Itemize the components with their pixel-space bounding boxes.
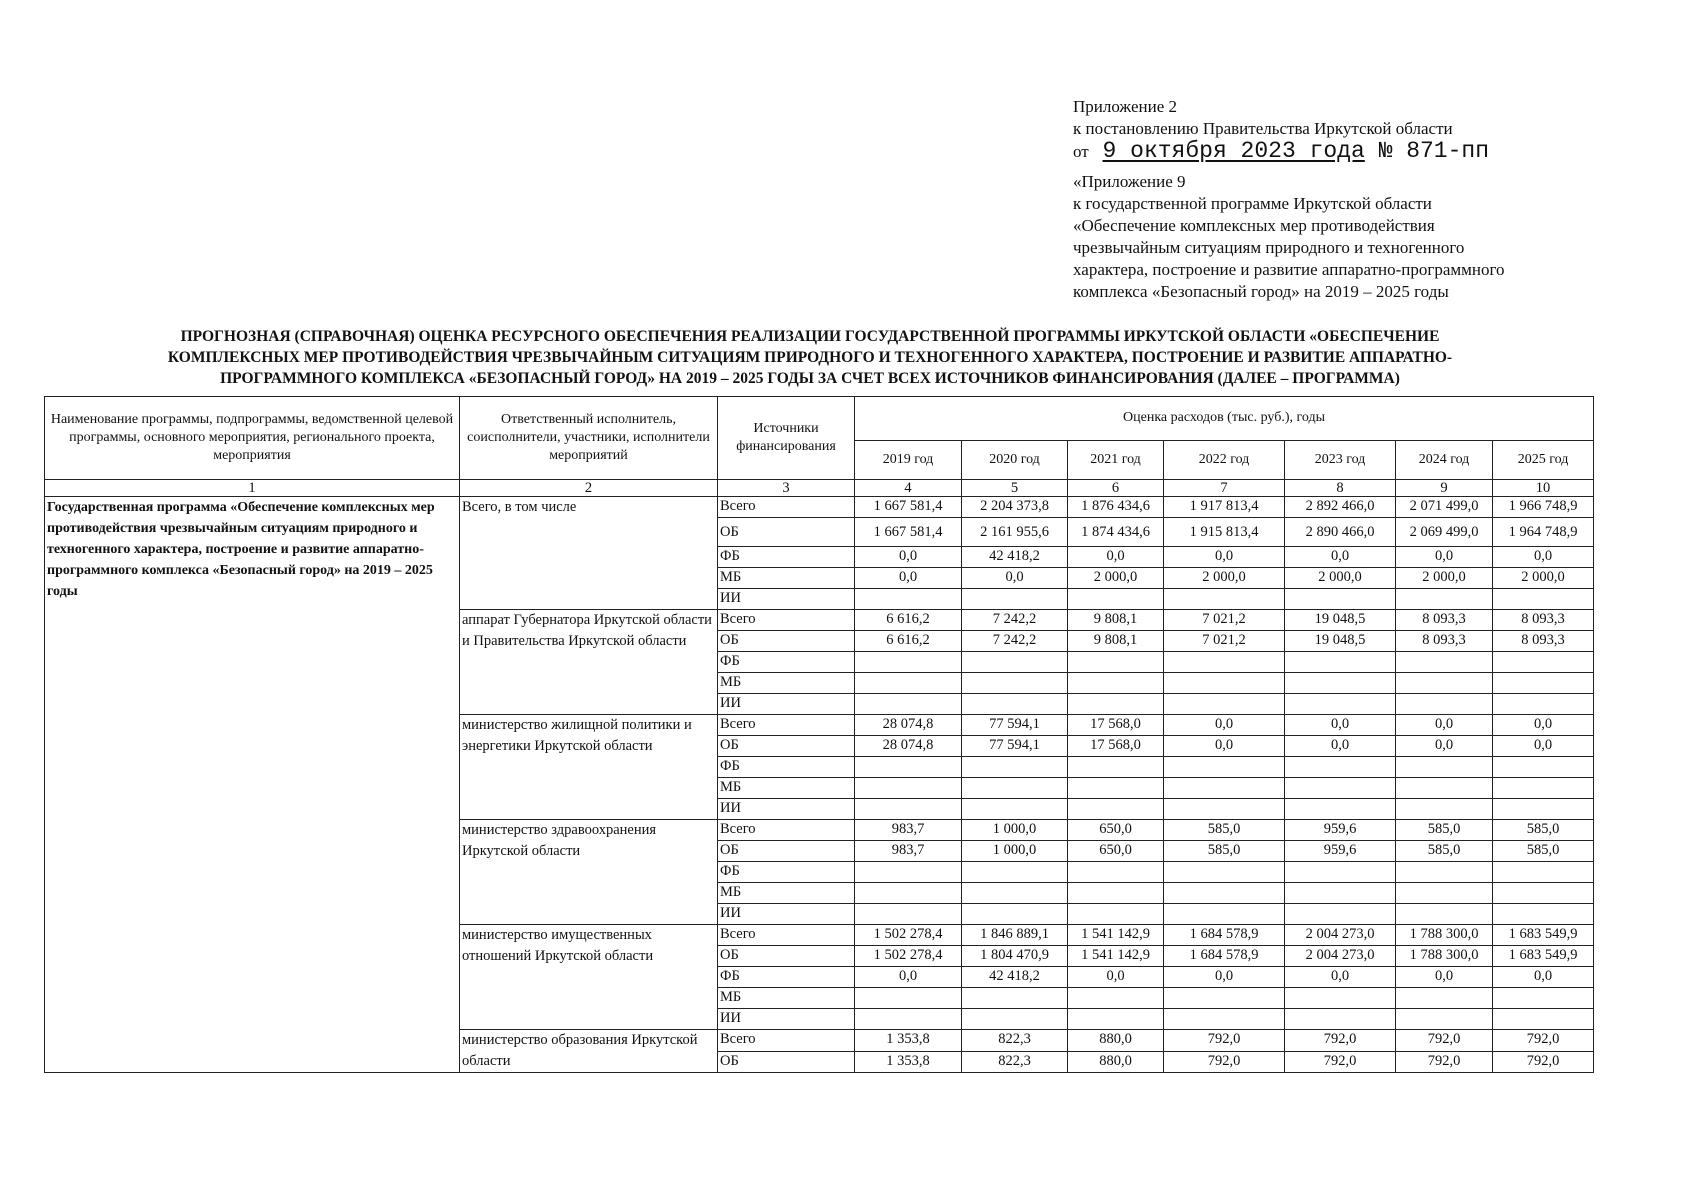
value-cell <box>962 988 1068 1009</box>
value-cell: 2 892 466,0 <box>1285 497 1396 518</box>
header-costs: Оценка расходов (тыс. руб.), годы <box>855 397 1594 441</box>
annex-sub-line: к государственной программе Иркутской области <box>1073 194 1432 213</box>
value-cell: 0,0 <box>1068 967 1164 988</box>
column-number: 6 <box>1068 480 1164 497</box>
annex-sub-line: характера, построение и развитие аппаратно-программного <box>1073 260 1505 279</box>
value-cell: 0,0 <box>1285 967 1396 988</box>
value-cell: 8 093,3 <box>1493 631 1594 652</box>
executor-cell: министерство здравоохранения Иркутской области <box>460 820 718 925</box>
value-cell: 1 667 581,4 <box>855 497 962 518</box>
value-cell: 2 069 499,0 <box>1396 518 1493 547</box>
value-cell: 2 000,0 <box>1396 568 1493 589</box>
annex-title: Приложение 2 <box>1073 97 1177 116</box>
column-number: 1 <box>45 480 460 497</box>
value-cell <box>1493 757 1594 778</box>
value-cell <box>1285 988 1396 1009</box>
value-cell <box>855 778 962 799</box>
value-cell: 0,0 <box>1164 715 1285 736</box>
decree-number <box>1089 138 1489 164</box>
value-cell <box>1493 694 1594 715</box>
value-cell <box>962 757 1068 778</box>
value-cell: 2 890 466,0 <box>1285 518 1396 547</box>
column-number: 8 <box>1285 480 1396 497</box>
value-cell <box>855 904 962 925</box>
value-cell: 0,0 <box>1285 715 1396 736</box>
value-cell <box>1285 694 1396 715</box>
value-cell: 77 594,1 <box>962 715 1068 736</box>
title-line: ПРОГРАММНОГО КОМПЛЕКСА «БЕЗОПАСНЫЙ ГОРОД» НА 2019 – 2025 ГОДЫ ЗА СЧЕТ ВСЕХ ИСТОЧНИКОВ ФИНАНСИРОВАНИЯ (ДАЛЕЕ – ПРОГРАММА) <box>220 370 1400 387</box>
decree-date: 9 октября 2023 года <box>1102 138 1365 164</box>
value-cell <box>962 1009 1068 1030</box>
value-cell: 28 074,8 <box>855 736 962 757</box>
source-cell: МБ <box>718 778 855 799</box>
value-cell: 822,3 <box>962 1030 1068 1052</box>
value-cell: 792,0 <box>1285 1051 1396 1073</box>
value-cell <box>1068 1009 1164 1030</box>
value-cell <box>962 673 1068 694</box>
value-cell <box>1164 778 1285 799</box>
value-cell <box>1068 862 1164 883</box>
value-cell: 1 876 434,6 <box>1068 497 1164 518</box>
source-cell: ОБ <box>718 1051 855 1073</box>
value-cell: 8 093,3 <box>1396 610 1493 631</box>
value-cell: 0,0 <box>962 568 1068 589</box>
source-cell: ФБ <box>718 547 855 568</box>
value-cell: 983,7 <box>855 841 962 862</box>
value-cell: 1 353,8 <box>855 1030 962 1052</box>
value-cell: 792,0 <box>1164 1051 1285 1073</box>
value-cell <box>1164 589 1285 610</box>
value-cell <box>1068 988 1164 1009</box>
header-year: 2019 год <box>855 440 962 479</box>
executor-cell: аппарат Губернатора Иркутской области и Правительства Иркутской области <box>460 610 718 715</box>
value-cell <box>1396 862 1493 883</box>
value-cell <box>1285 589 1396 610</box>
annex-sub-title: «Приложение 9 <box>1073 172 1186 191</box>
decree-line <box>1073 140 1633 163</box>
source-cell: ИИ <box>718 694 855 715</box>
source-cell: ИИ <box>718 1009 855 1030</box>
annex-sub-line: чрезвычайным ситуациям природного и техногенного <box>1073 238 1465 257</box>
value-cell: 650,0 <box>1068 820 1164 841</box>
source-cell: МБ <box>718 988 855 1009</box>
value-cell <box>855 799 962 820</box>
source-cell: ИИ <box>718 904 855 925</box>
value-cell: 822,3 <box>962 1051 1068 1073</box>
value-cell <box>1493 673 1594 694</box>
value-cell <box>1164 1009 1285 1030</box>
value-cell: 0,0 <box>855 547 962 568</box>
value-cell: 585,0 <box>1164 820 1285 841</box>
value-cell: 792,0 <box>1164 1030 1285 1052</box>
value-cell <box>1285 673 1396 694</box>
value-cell <box>1493 904 1594 925</box>
value-cell <box>1068 673 1164 694</box>
column-numbers-row <box>45 480 1594 497</box>
value-cell <box>1396 1009 1493 1030</box>
value-cell: 77 594,1 <box>962 736 1068 757</box>
column-number: 3 <box>718 480 855 497</box>
value-cell <box>1164 988 1285 1009</box>
value-cell <box>1164 757 1285 778</box>
value-cell <box>962 799 1068 820</box>
value-cell: 983,7 <box>855 820 962 841</box>
header-year: 2022 год <box>1164 440 1285 479</box>
value-cell <box>855 862 962 883</box>
value-cell <box>1068 589 1164 610</box>
value-cell <box>855 988 962 1009</box>
value-cell: 0,0 <box>1396 967 1493 988</box>
value-cell: 959,6 <box>1285 841 1396 862</box>
value-cell: 8 093,3 <box>1493 610 1594 631</box>
value-cell: 1 684 578,9 <box>1164 946 1285 967</box>
source-cell: ОБ <box>718 841 855 862</box>
value-cell <box>1068 652 1164 673</box>
source-cell: ФБ <box>718 757 855 778</box>
value-cell <box>1396 799 1493 820</box>
value-cell <box>1396 778 1493 799</box>
value-cell <box>1396 673 1493 694</box>
value-cell: 6 616,2 <box>855 631 962 652</box>
value-cell <box>1493 652 1594 673</box>
value-cell <box>855 652 962 673</box>
value-cell: 19 048,5 <box>1285 631 1396 652</box>
column-number: 9 <box>1396 480 1493 497</box>
value-cell <box>1285 904 1396 925</box>
value-cell <box>1493 1009 1594 1030</box>
value-cell: 1 000,0 <box>962 841 1068 862</box>
document-title <box>60 326 1560 389</box>
value-cell <box>855 673 962 694</box>
value-cell <box>855 1009 962 1030</box>
value-cell: 585,0 <box>1164 841 1285 862</box>
value-cell <box>855 757 962 778</box>
source-cell: ОБ <box>718 518 855 547</box>
decree-no: № 871-пп <box>1378 138 1490 164</box>
value-cell: 1 917 813,4 <box>1164 497 1285 518</box>
header-sources: Источники финансирования <box>718 397 855 480</box>
value-cell <box>1493 589 1594 610</box>
value-cell <box>1396 883 1493 904</box>
value-cell: 585,0 <box>1493 841 1594 862</box>
source-cell: ФБ <box>718 652 855 673</box>
value-cell <box>1396 652 1493 673</box>
value-cell: 0,0 <box>1068 547 1164 568</box>
value-cell: 0,0 <box>1164 736 1285 757</box>
value-cell: 585,0 <box>1396 841 1493 862</box>
value-cell: 7 242,2 <box>962 610 1068 631</box>
column-number: 7 <box>1164 480 1285 497</box>
value-cell: 2 004 273,0 <box>1285 925 1396 946</box>
value-cell: 0,0 <box>855 568 962 589</box>
value-cell: 1 966 748,9 <box>1493 497 1594 518</box>
header-row <box>45 397 1594 441</box>
table-row <box>45 497 1594 518</box>
value-cell <box>1164 694 1285 715</box>
value-cell: 959,6 <box>1285 820 1396 841</box>
value-cell <box>1164 652 1285 673</box>
source-cell: ФБ <box>718 967 855 988</box>
value-cell: 7 021,2 <box>1164 631 1285 652</box>
header-year: 2024 год <box>1396 440 1493 479</box>
annex-sub-line: «Обеспечение комплексных мер противодействия <box>1073 216 1435 235</box>
source-cell: ОБ <box>718 631 855 652</box>
decree-prefix: от <box>1073 142 1089 161</box>
source-cell: Всего <box>718 1030 855 1052</box>
value-cell: 1 541 142,9 <box>1068 946 1164 967</box>
source-cell: ОБ <box>718 736 855 757</box>
resource-table <box>44 396 1594 1073</box>
value-cell: 1 915 813,4 <box>1164 518 1285 547</box>
executor-cell: министерство образования Иркутской области <box>460 1030 718 1073</box>
value-cell: 2 071 499,0 <box>1396 497 1493 518</box>
value-cell: 1 684 578,9 <box>1164 925 1285 946</box>
value-cell <box>962 862 1068 883</box>
column-number: 2 <box>460 480 718 497</box>
column-number: 5 <box>962 480 1068 497</box>
title-line: КОМПЛЕКСНЫХ МЕР ПРОТИВОДЕЙСТВИЯ ЧРЕЗВЫЧАЙНЫМ СИТУАЦИЯМ ПРИРОДНОГО И ТЕХНОГЕННОГО ХАРАКТЕРА, ПОСТРОЕНИЕ И РАЗВИТИЕ АППАРАТНО- <box>167 349 1453 366</box>
value-cell: 6 616,2 <box>855 610 962 631</box>
header-name: Наименование программы, подпрограммы, ведомственной целевой программы, основного мероприятия, регионального проекта, мероприятия <box>45 397 460 480</box>
value-cell <box>1493 799 1594 820</box>
header-executor: Ответственный исполнитель, соисполнители, участники, исполнители мероприятий <box>460 397 718 480</box>
value-cell <box>1068 694 1164 715</box>
annex-block <box>1073 96 1633 303</box>
value-cell: 792,0 <box>1396 1030 1493 1052</box>
value-cell: 0,0 <box>1493 967 1594 988</box>
source-cell: Всего <box>718 497 855 518</box>
source-cell: МБ <box>718 673 855 694</box>
value-cell <box>1285 883 1396 904</box>
value-cell: 0,0 <box>1396 736 1493 757</box>
value-cell <box>1396 988 1493 1009</box>
source-cell: Всего <box>718 925 855 946</box>
value-cell: 0,0 <box>1493 547 1594 568</box>
value-cell: 0,0 <box>1164 547 1285 568</box>
value-cell: 0,0 <box>1285 547 1396 568</box>
executor-cell: Всего, в том числе <box>460 497 718 610</box>
source-cell: ФБ <box>718 862 855 883</box>
value-cell <box>962 904 1068 925</box>
value-cell <box>962 589 1068 610</box>
value-cell: 42 418,2 <box>962 967 1068 988</box>
value-cell: 9 808,1 <box>1068 610 1164 631</box>
value-cell: 28 074,8 <box>855 715 962 736</box>
value-cell <box>1285 1009 1396 1030</box>
value-cell <box>1285 862 1396 883</box>
value-cell: 0,0 <box>1493 715 1594 736</box>
value-cell: 0,0 <box>1493 736 1594 757</box>
value-cell: 792,0 <box>1493 1030 1594 1052</box>
value-cell <box>855 883 962 904</box>
column-number: 10 <box>1493 480 1594 497</box>
annex-reference: к постановлению Правительства Иркутской области <box>1073 119 1453 138</box>
value-cell: 1 788 300,0 <box>1396 946 1493 967</box>
value-cell <box>1493 778 1594 799</box>
value-cell: 9 808,1 <box>1068 631 1164 652</box>
header-year: 2025 год <box>1493 440 1594 479</box>
value-cell: 8 093,3 <box>1396 631 1493 652</box>
value-cell: 0,0 <box>1396 715 1493 736</box>
value-cell: 2 000,0 <box>1285 568 1396 589</box>
value-cell <box>1068 883 1164 904</box>
value-cell <box>1068 904 1164 925</box>
value-cell: 2 161 955,6 <box>962 518 1068 547</box>
value-cell: 19 048,5 <box>1285 610 1396 631</box>
value-cell: 880,0 <box>1068 1051 1164 1073</box>
value-cell: 42 418,2 <box>962 547 1068 568</box>
value-cell <box>1068 778 1164 799</box>
value-cell <box>1396 904 1493 925</box>
value-cell: 17 568,0 <box>1068 715 1164 736</box>
value-cell: 585,0 <box>1493 820 1594 841</box>
value-cell <box>1493 883 1594 904</box>
header-year: 2021 год <box>1068 440 1164 479</box>
value-cell <box>1396 694 1493 715</box>
value-cell <box>1493 862 1594 883</box>
value-cell: 1 846 889,1 <box>962 925 1068 946</box>
value-cell: 2 000,0 <box>1164 568 1285 589</box>
source-cell: Всего <box>718 610 855 631</box>
value-cell <box>1164 862 1285 883</box>
value-cell <box>962 778 1068 799</box>
value-cell: 1 964 748,9 <box>1493 518 1594 547</box>
title-line: ПРОГНОЗНАЯ (СПРАВОЧНАЯ) ОЦЕНКА РЕСУРСНОГО ОБЕСПЕЧЕНИЯ РЕАЛИЗАЦИИ ГОСУДАРСТВЕННОЙ ПРОГРАММЫ ИРКУТСКОЙ ОБЛАСТИ «ОБЕСПЕЧЕНИЕ <box>180 328 1440 345</box>
value-cell: 1 683 549,9 <box>1493 946 1594 967</box>
value-cell: 1 667 581,4 <box>855 518 962 547</box>
value-cell <box>1068 799 1164 820</box>
value-cell: 1 788 300,0 <box>1396 925 1493 946</box>
value-cell: 1 804 470,9 <box>962 946 1068 967</box>
value-cell: 650,0 <box>1068 841 1164 862</box>
value-cell: 2 004 273,0 <box>1285 946 1396 967</box>
value-cell: 7 021,2 <box>1164 610 1285 631</box>
value-cell: 2 204 373,8 <box>962 497 1068 518</box>
value-cell <box>1396 757 1493 778</box>
value-cell <box>855 589 962 610</box>
value-cell: 1 000,0 <box>962 820 1068 841</box>
value-cell: 0,0 <box>1396 547 1493 568</box>
value-cell <box>1396 589 1493 610</box>
value-cell: 1 683 549,9 <box>1493 925 1594 946</box>
value-cell: 792,0 <box>1396 1051 1493 1073</box>
value-cell <box>962 652 1068 673</box>
value-cell: 2 000,0 <box>1068 568 1164 589</box>
annex-sub-line: комплекса «Безопасный город» на 2019 – 2025 годы <box>1073 282 1449 301</box>
executor-cell: министерство жилищной политики и энергетики Иркутской области <box>460 715 718 820</box>
executor-cell: министерство имущественных отношений Иркутской области <box>460 925 718 1030</box>
source-cell: ИИ <box>718 589 855 610</box>
source-cell: МБ <box>718 883 855 904</box>
value-cell: 0,0 <box>1164 967 1285 988</box>
value-cell: 1 353,8 <box>855 1051 962 1073</box>
value-cell <box>1164 883 1285 904</box>
value-cell: 2 000,0 <box>1493 568 1594 589</box>
value-cell: 880,0 <box>1068 1030 1164 1052</box>
program-name-cell: Государственная программа «Обеспечение комплексных мер противодействия чрезвычайным ситуациям природного и техногенного характера, построение и развитие аппаратно-программного комплекса «Безопасный город» на 2019 – 2025 годы <box>45 497 460 1073</box>
source-cell: ИИ <box>718 799 855 820</box>
source-cell: Всего <box>718 820 855 841</box>
value-cell <box>1285 778 1396 799</box>
column-number: 4 <box>855 480 962 497</box>
header-year: 2023 год <box>1285 440 1396 479</box>
value-cell: 792,0 <box>1285 1030 1396 1052</box>
header-year: 2020 год <box>962 440 1068 479</box>
source-cell: ОБ <box>718 946 855 967</box>
value-cell: 7 242,2 <box>962 631 1068 652</box>
value-cell: 792,0 <box>1493 1051 1594 1073</box>
value-cell <box>1285 799 1396 820</box>
value-cell <box>1493 988 1594 1009</box>
value-cell: 585,0 <box>1396 820 1493 841</box>
source-cell: Всего <box>718 715 855 736</box>
value-cell: 1 502 278,4 <box>855 925 962 946</box>
value-cell <box>1164 904 1285 925</box>
value-cell: 1 874 434,6 <box>1068 518 1164 547</box>
value-cell <box>855 694 962 715</box>
value-cell <box>1068 757 1164 778</box>
value-cell <box>1285 757 1396 778</box>
value-cell <box>1164 799 1285 820</box>
value-cell <box>962 694 1068 715</box>
value-cell: 0,0 <box>855 967 962 988</box>
value-cell <box>1164 673 1285 694</box>
value-cell: 1 541 142,9 <box>1068 925 1164 946</box>
value-cell <box>1285 652 1396 673</box>
value-cell <box>962 883 1068 904</box>
value-cell: 17 568,0 <box>1068 736 1164 757</box>
value-cell: 1 502 278,4 <box>855 946 962 967</box>
value-cell: 0,0 <box>1285 736 1396 757</box>
source-cell: МБ <box>718 568 855 589</box>
